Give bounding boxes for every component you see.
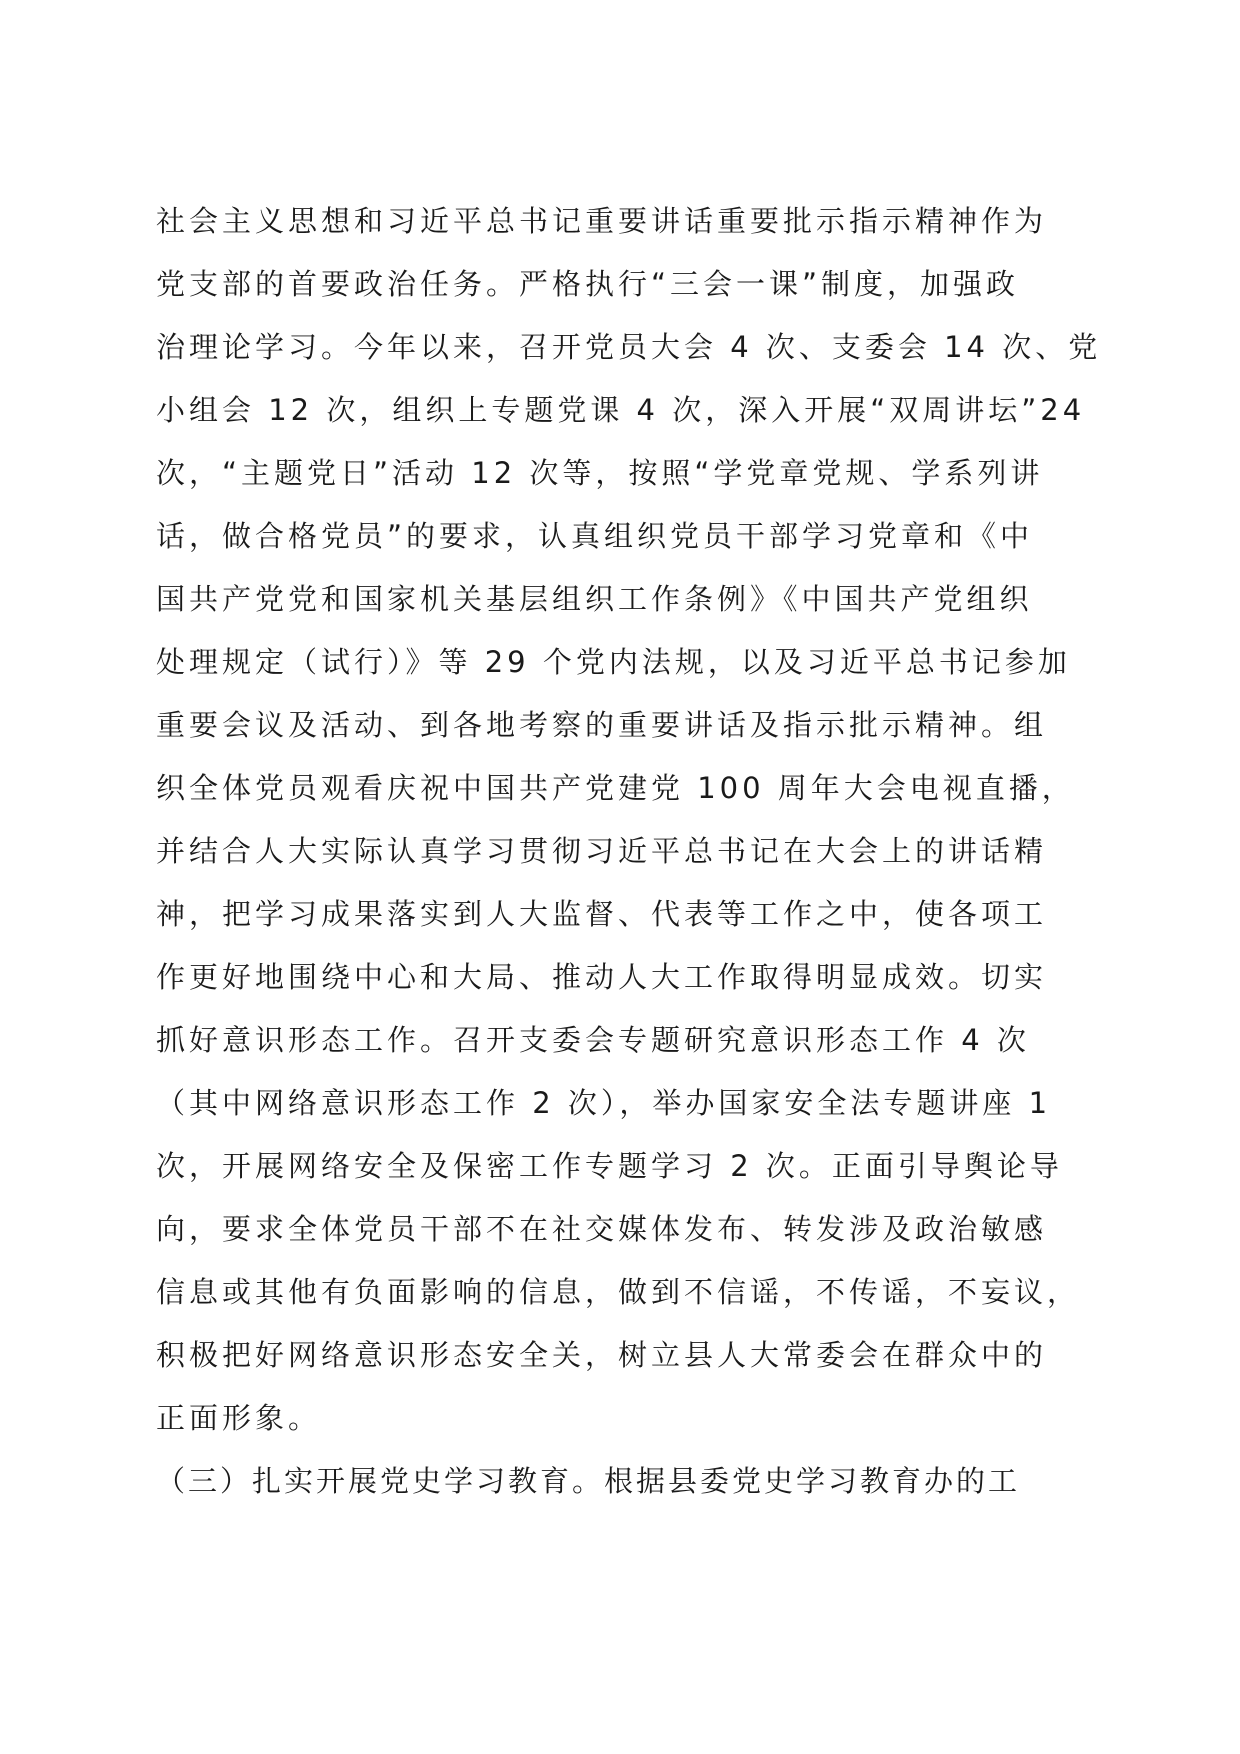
- paragraph-line: 国共产党党和国家机关基层组织工作条例》《中国共产党组织: [156, 582, 1033, 616]
- paragraph-line: 治理论学习。今年以来，召开党员大会 4 次、支委会 14 次、党: [156, 330, 1102, 364]
- paragraph-line: 正面形象。: [156, 1401, 322, 1435]
- paragraph-line: 次，“主题党日”活动 12 次等，按照“学党章党规、学系列讲: [156, 456, 1044, 490]
- paragraph-line: 处理规定（试行）》等 29 个党内法规，以及习近平总书记参加: [156, 645, 1071, 679]
- paragraph-line: 社会主义思想和习近平总书记重要讲话重要批示指示精神作为: [156, 204, 1048, 238]
- paragraph-line: 神，把学习成果落实到人大监督、代表等工作之中，使各项工: [156, 897, 1048, 931]
- paragraph-line: 并结合人大实际认真学习贯彻习近平总书记在大会上的讲话精: [156, 834, 1048, 868]
- paragraph-line: 党支部的首要政治任务。严格执行“三会一课”制度，加强政: [156, 267, 1020, 301]
- paragraph-line: 作更好地围绕中心和大局、推动人大工作取得明显成效。切实: [156, 960, 1048, 994]
- paragraph-line: 小组会 12 次，组织上专题党课 4 次，深入开展“双周讲坛”24: [156, 393, 1086, 427]
- paragraph-line: 织全体党员观看庆祝中国共产党建党 100 周年大会电视直播，: [156, 771, 1075, 805]
- section-heading: （三）扎实开展党史学习教育。根据县委党史学习教育办的工: [156, 1464, 1021, 1498]
- paragraph-line: 积极把好网络意识形态安全关，树立县人大常委会在群众中的: [156, 1338, 1048, 1372]
- paragraph-line: 信息或其他有负面影响的信息，做到不信谣，不传谣，不妄议，: [156, 1275, 1081, 1309]
- paragraph-line: 次，开展网络安全及保密工作专题学习 2 次。正面引导舆论导: [156, 1149, 1063, 1183]
- paragraph-line: 话，做合格党员”的要求，认真组织党员干部学习党章和《中: [156, 519, 1034, 553]
- paragraph-line: 重要会议及活动、到各地考察的重要讲话及指示批示精神。组: [156, 708, 1048, 742]
- paragraph-line: （其中网络意识形态工作 2 次），举办国家安全法专题讲座 1: [156, 1086, 1052, 1120]
- paragraph-line: 抓好意识形态工作。召开支委会专题研究意识形态工作 4 次: [156, 1023, 1030, 1057]
- paragraph-line: 向，要求全体党员干部不在社交媒体发布、转发涉及政治敏感: [156, 1212, 1048, 1246]
- body-text: [156, 190, 1102, 1513]
